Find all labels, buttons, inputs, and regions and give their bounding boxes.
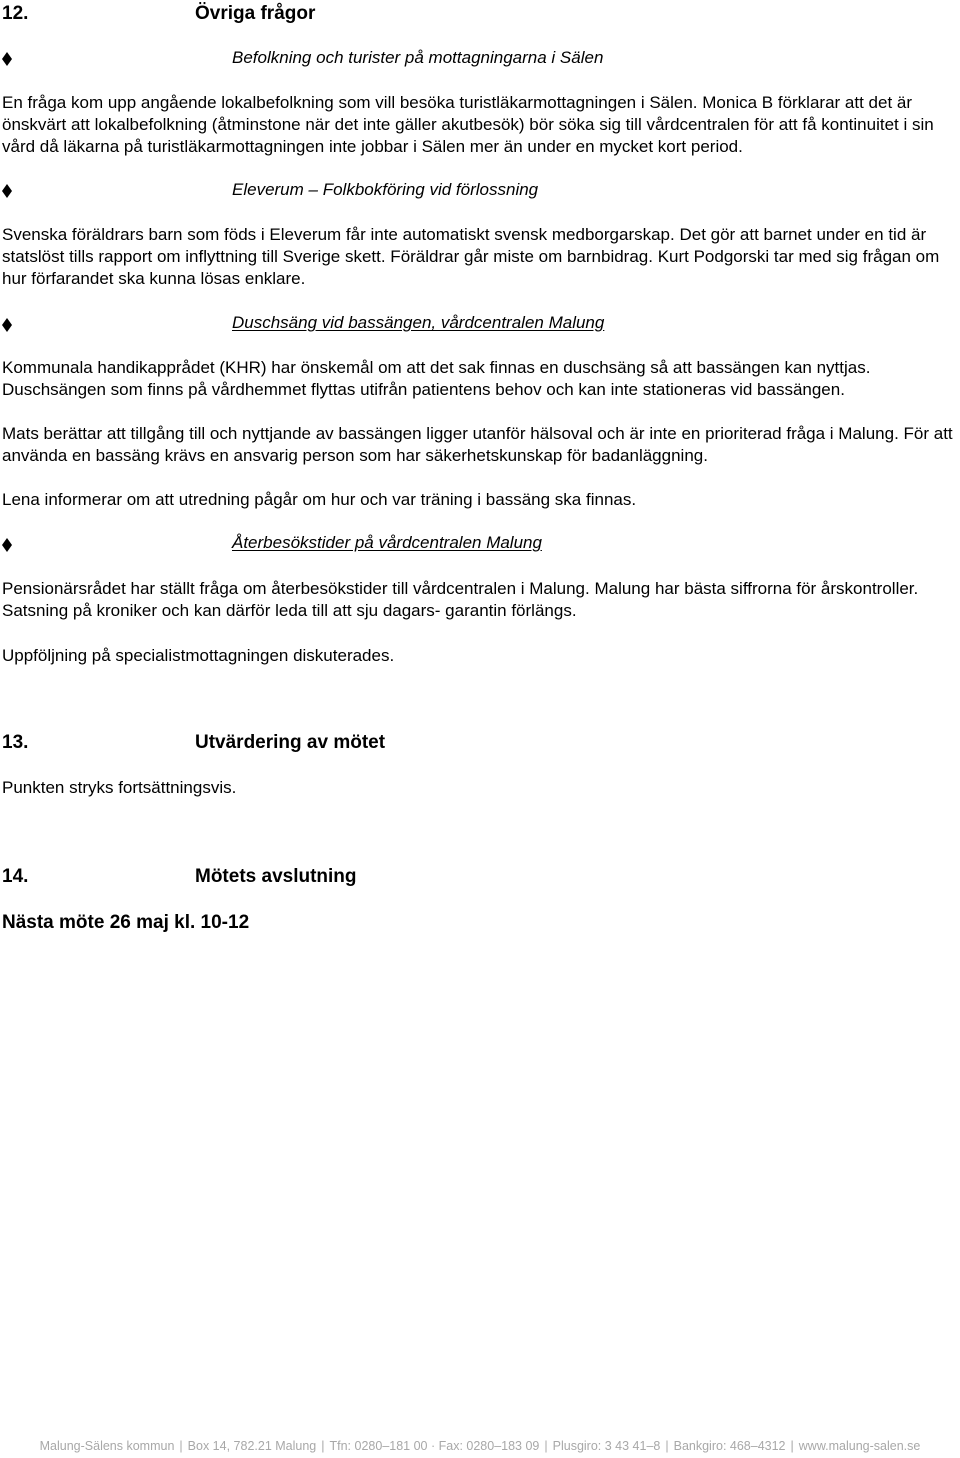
diamond-bullet-icon xyxy=(2,52,12,66)
diamond-bullet-icon xyxy=(2,184,12,198)
paragraph-text: Uppföljning på specialistmottagningen diskuterades. xyxy=(2,646,395,665)
page-footer: Malung-Sälens kommun | Box 14, 782.21 Malung | Tfn: 0280–181 00 · Fax: 0280–183 09 | Plusgiro: 3 43 41–8 | Bankgiro: 468–4312 | www.malung-salen.se xyxy=(39,1439,921,1453)
section-13-number: 13. xyxy=(2,732,29,753)
footer-website[interactable]: www.malung-salen.se xyxy=(798,1439,921,1453)
paragraph-text: Pensionärsrådet har ställt fråga om återbesökstider till vårdcentralen i Malung. Malung har bästa siffrorna för årskontroller. Satsning på kroniker och kan därför leda till att sju dagars- garantin förlängs. xyxy=(2,579,919,620)
diamond-bullet-icon xyxy=(2,538,12,552)
paragraph-eleverum xyxy=(2,224,960,290)
item-title-duschsang: Duschsäng vid bassängen, vårdcentralen Malung xyxy=(232,313,605,332)
footer-org: Malung-Sälens kommun xyxy=(39,1439,175,1453)
section-12-number: 12. xyxy=(2,3,29,24)
footer-address: Box 14, 782.21 Malung xyxy=(187,1439,317,1453)
paragraph-befolkning xyxy=(2,92,960,158)
paragraph-text: En fråga kom upp angående lokalbefolkning som vill besöka turistläkarmottagningen i Sälen. Monica B förklarar att det är önskvärt att lokalbefolkning (åtminstone när det inte gäller akutbesök) bör söka sig till vårdcentralen för att få kontinuitet i sin vård då läkarna på turistläkarmottagningen inte jobbar i Sälen mer än under en mycket kort period. xyxy=(2,93,934,156)
section-14-number: 14. xyxy=(2,866,29,887)
section-14-title: Mötets avslutning xyxy=(195,866,357,887)
footer-phone-fax: Tfn: 0280–181 00 · Fax: 0280–183 09 xyxy=(329,1439,540,1453)
footer-bankgiro: Bankgiro: 468–4312 xyxy=(673,1439,786,1453)
paragraph-text: Lena informerar om att utredning pågår om hur och var träning i bassäng ska finnas. xyxy=(2,490,637,509)
next-meeting: Nästa möte 26 maj kl. 10-12 xyxy=(2,912,250,933)
paragraph-duschsang-1 xyxy=(2,357,960,401)
section-12-title: Övriga frågor xyxy=(195,3,316,24)
item-title-befolkning: Befolkning och turister på mottagningarna i Sälen xyxy=(232,48,604,67)
section-13-text: Punkten stryks fortsättningsvis. xyxy=(2,778,237,797)
paragraph-aterbesok-1 xyxy=(2,578,960,622)
paragraph-text: Kommunala handikapprådet (KHR) har önskemål om att det sak finnas en duschsäng så att bassängen kan nyttjas. Duschsängen som finns på vårdhemmet flyttas utifrån patientens behov och kan inte stationeras vid bassängen. xyxy=(2,358,871,399)
paragraph-duschsang-3 xyxy=(2,489,960,511)
paragraph-duschsang-2 xyxy=(2,423,960,467)
item-title-eleverum: Eleverum – Folkbokföring vid förlossning xyxy=(232,180,539,199)
section-13-title: Utvärdering av mötet xyxy=(195,732,386,753)
paragraph-text: Svenska föräldrars barn som föds i Eleverum får inte automatiskt svensk medborgarskap. Det gör att barnet under en tid är statslöst tills rapport om inflyttning till Sverige skett. Föräldrar går miste om barnbidrag. Kurt Podgorski tar med sig frågan om hur förfarandet ska kunna lösas enklare. xyxy=(2,225,940,288)
footer-plusgiro: Plusgiro: 3 43 41–8 xyxy=(552,1439,661,1453)
paragraph-text: Mats berättar att tillgång till och nyttjande av bassängen ligger utanför hälsoval och är inte en prioriterad fråga i Malung. För att använda en bassäng krävs en ansvarig person som har säkerhetskunskap för badanläggning. xyxy=(2,424,953,465)
item-title-aterbesokstider: Återbesökstider på vårdcentralen Malung xyxy=(232,533,542,552)
diamond-bullet-icon xyxy=(2,318,12,332)
paragraph-aterbesok-2 xyxy=(2,645,960,667)
